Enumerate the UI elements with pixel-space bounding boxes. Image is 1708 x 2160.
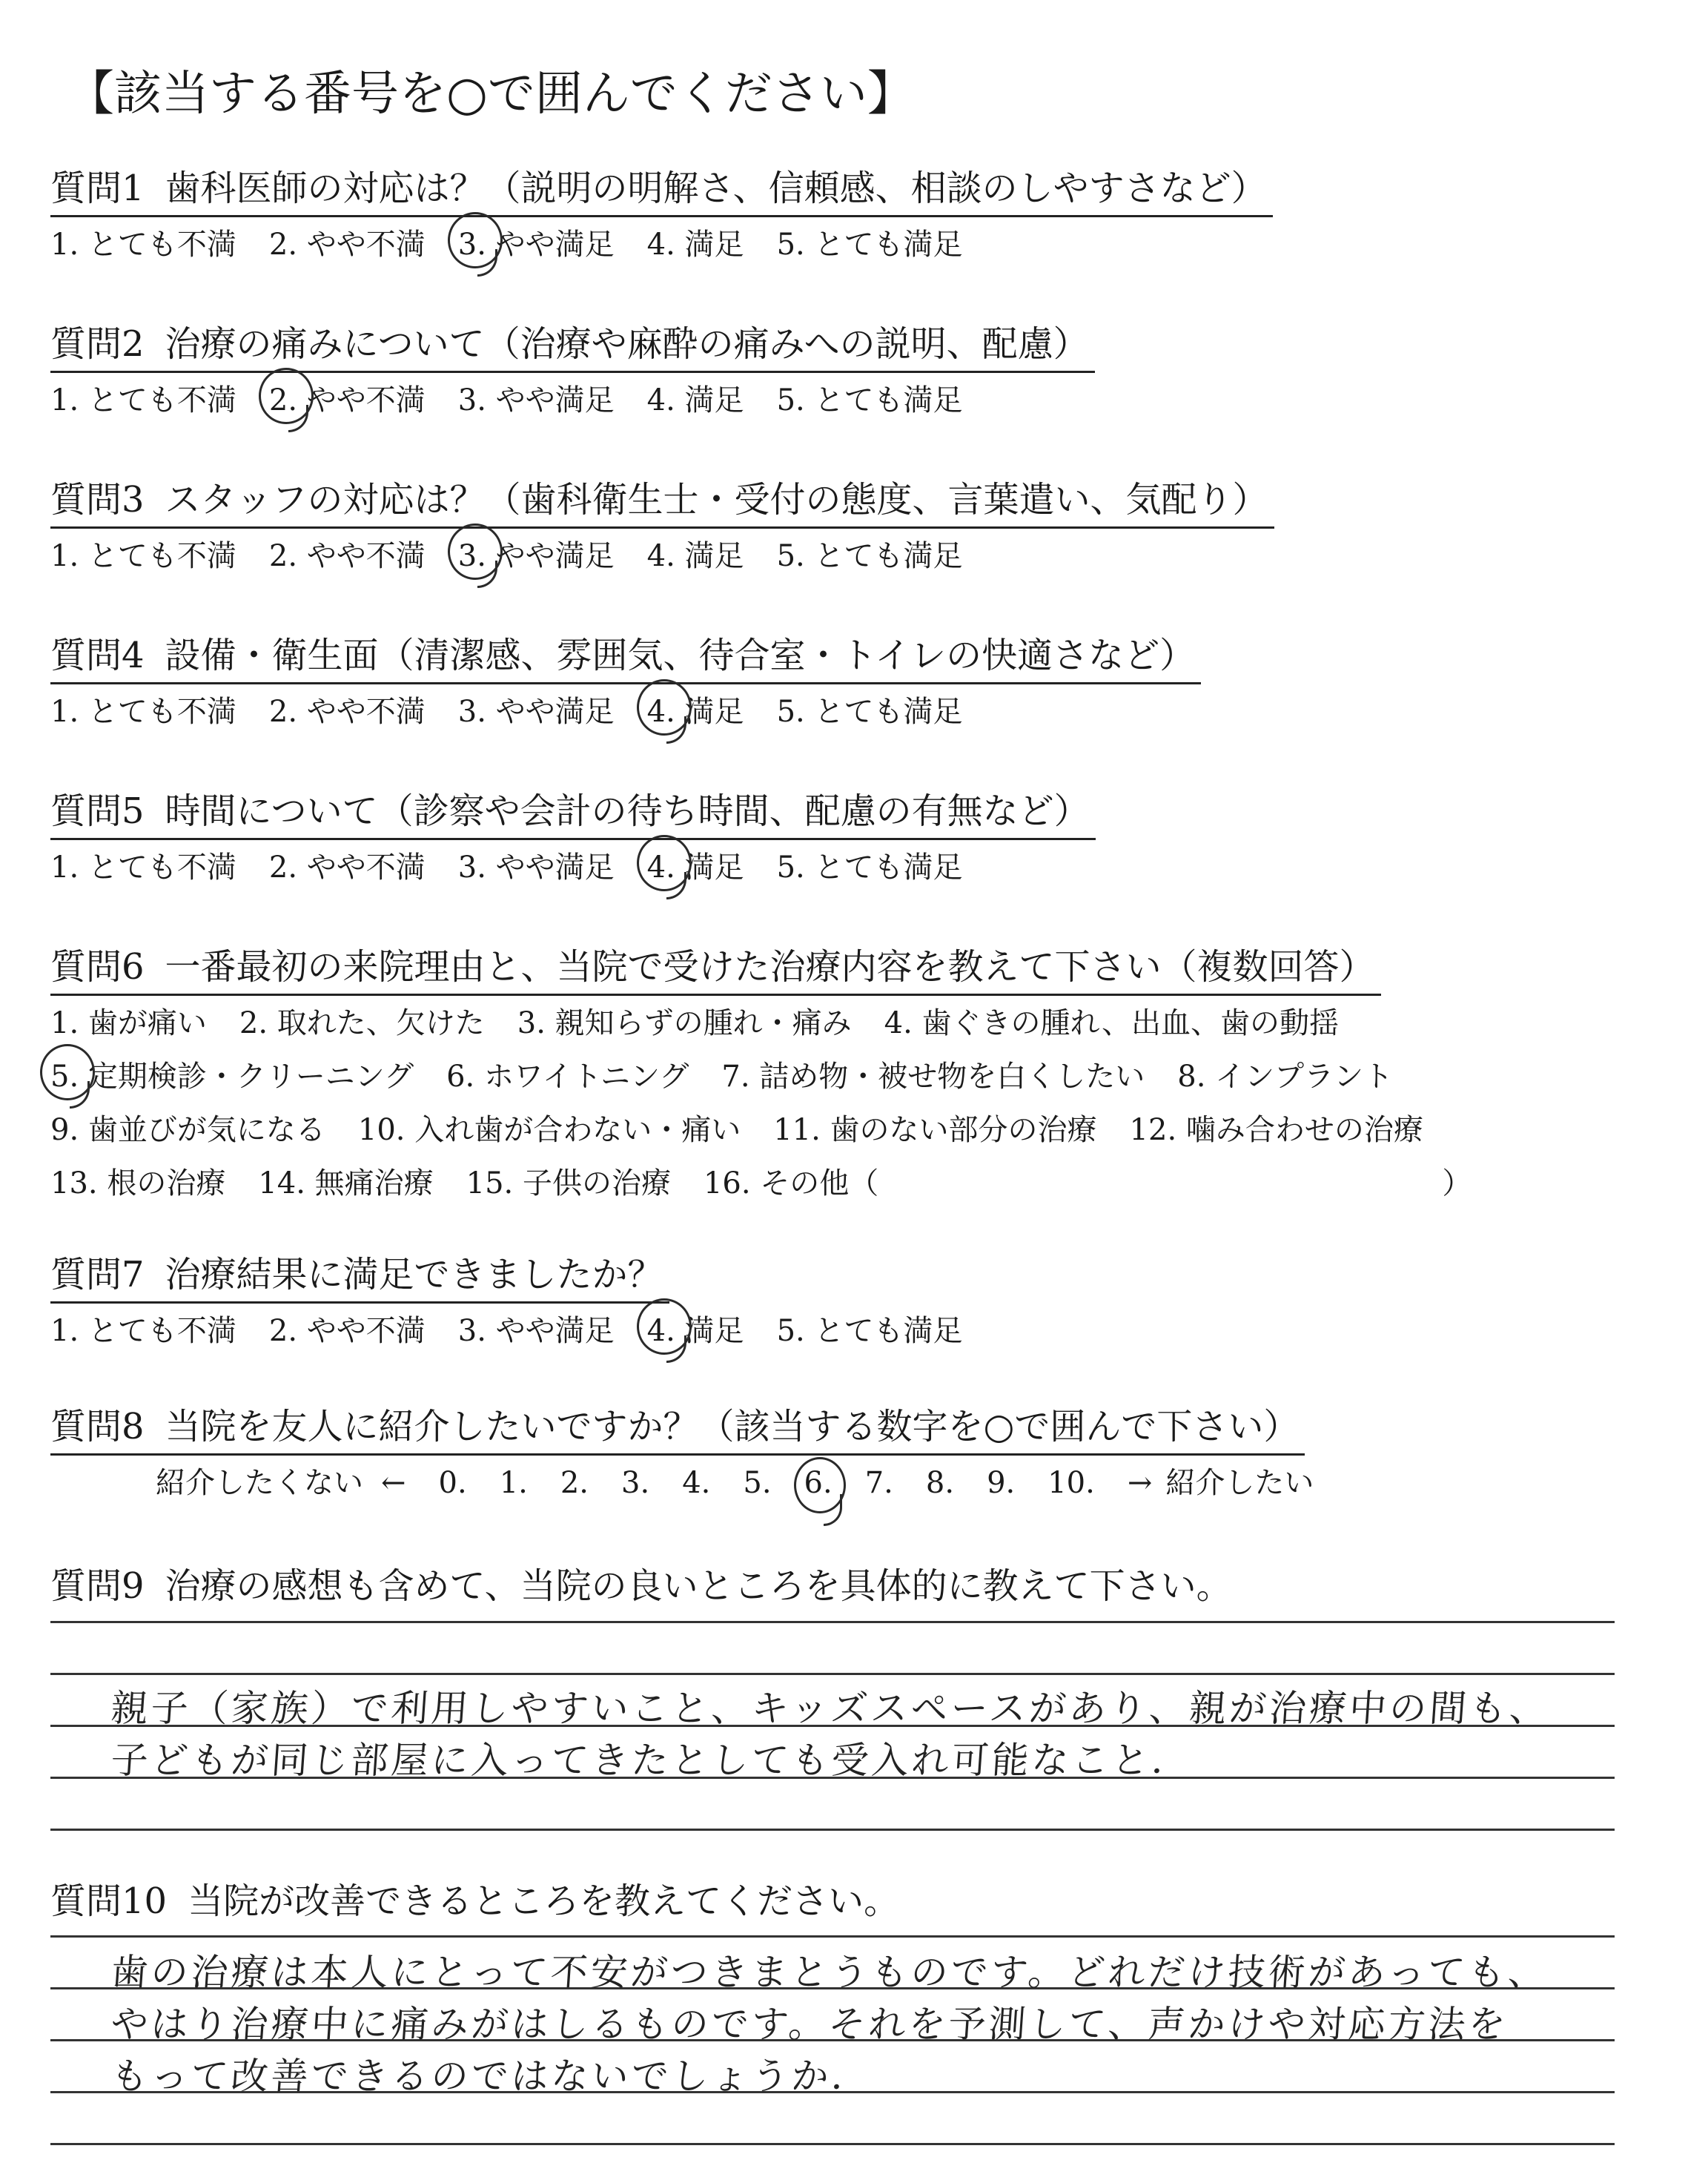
question-8-scale — [156, 1459, 1314, 1502]
question-9-number: 質問9 — [50, 1565, 145, 1607]
question-1-text: 歯科医師の対応は？（説明の明解さ、信頼感、相談のしやすさなど） — [165, 168, 1267, 209]
question-2-title — [50, 315, 1095, 373]
question-6-row-1 — [50, 1000, 1371, 1042]
q1-option-2[interactable]: 2. やや不満 — [268, 228, 426, 262]
answer-line — [50, 1673, 1615, 1675]
question-4-text: 設備・衛生面（清潔感、雰囲気、待合室・トイレの快適さなど） — [165, 635, 1196, 676]
question-7-number: 質問7 — [50, 1254, 145, 1295]
scale-number-7[interactable]: 7. — [864, 1466, 893, 1500]
q4-option-5[interactable]: 5. とても満足 — [776, 695, 963, 729]
q7-option-4-circled[interactable]: 4. 満足 — [647, 1307, 744, 1350]
question-1 — [50, 159, 1273, 217]
q6-option[interactable]: 3. 親知らずの腫れ・痛み — [517, 1006, 852, 1040]
q6-option[interactable]: 14. 無痛治療 — [258, 1166, 434, 1200]
question-5-number: 質問5 — [50, 790, 145, 832]
question-8 — [50, 1398, 1305, 1456]
question-10-text: 当院が改善できるところを教えてください。 — [188, 1880, 900, 1922]
scale-number-2[interactable]: 2. — [560, 1466, 589, 1500]
question-6 — [50, 938, 1381, 996]
question-10-number: 質問10 — [50, 1880, 168, 1922]
q4-option-4-circled[interactable]: 4. 満足 — [647, 688, 744, 730]
question-4-options — [50, 688, 995, 730]
question-6-row-2 — [50, 1053, 1426, 1095]
question-5 — [50, 782, 1096, 840]
q6-option[interactable]: 1. 歯が痛い — [50, 1006, 207, 1040]
q4-option-2[interactable]: 2. やや不満 — [268, 695, 426, 729]
q7-option-3[interactable]: 3. やや満足 — [457, 1314, 615, 1348]
question-3-title — [50, 471, 1274, 529]
q1-option-3-circled[interactable]: 3. やや満足 — [458, 221, 615, 263]
q4-option-3[interactable]: 3. やや満足 — [457, 695, 615, 729]
q5-option-1[interactable]: 1. とても不満 — [50, 851, 236, 885]
q6-option[interactable]: 16. その他（ — [703, 1166, 879, 1200]
q7-option-2[interactable]: 2. やや不満 — [268, 1314, 426, 1348]
page-title: 【該当する番号を○で囲んでください】 — [67, 67, 915, 122]
q2-option-2-circled[interactable]: 2. やや不満 — [269, 377, 426, 419]
q2-option-4[interactable]: 4. 満足 — [646, 383, 744, 417]
q5-option-3[interactable]: 3. やや満足 — [457, 851, 615, 885]
q6-option[interactable]: 12. 噛み合わせの治療 — [1129, 1113, 1423, 1147]
question-6-row-3 — [50, 1106, 1456, 1149]
scale-right-label: 紹介したい — [1165, 1466, 1314, 1500]
handwritten-answer-line: 歯の治療は本人にとって不安がつきまとうものです。どれだけ技術があっても、 — [109, 1951, 1550, 1994]
scale-right-arrow: → — [1127, 1466, 1153, 1500]
scale-number-0[interactable]: 0. — [438, 1466, 467, 1500]
question-10 — [50, 1872, 905, 1928]
question-1-title — [50, 159, 1273, 217]
scale-left-arrow: ← — [381, 1466, 406, 1500]
answer-line — [50, 1935, 1615, 1938]
scale-number-3[interactable]: 3. — [621, 1466, 650, 1500]
q3-option-4[interactable]: 4. 満足 — [646, 539, 744, 573]
question-5-text: 時間について（診察や会計の待ち時間、配慮の有無など） — [165, 790, 1090, 832]
q6-option[interactable]: 6. ホワイトニング — [446, 1060, 689, 1094]
question-3-text: スタッフの対応は？（歯科衛生士・受付の態度、言葉遣い、気配り） — [165, 479, 1268, 521]
question-4 — [50, 627, 1201, 684]
q5-option-5[interactable]: 5. とても満足 — [776, 851, 963, 885]
question-4-title — [50, 627, 1201, 684]
question-8-text: 当院を友人に紹介したいですか？（該当する数字を○で囲んで下さい） — [165, 1406, 1300, 1447]
q6-option[interactable]: 8. インプラント — [1177, 1060, 1394, 1094]
question-10-title — [50, 1872, 905, 1928]
handwritten-answer-line: 子どもが同じ部屋に入ってきたとしても受入れ可能なこと． — [109, 1739, 1194, 1782]
q6-option-circled[interactable]: 5. 定期検診・クリーニング — [50, 1053, 414, 1095]
question-5-title — [50, 782, 1096, 840]
q3-option-2[interactable]: 2. やや不満 — [268, 539, 426, 573]
question-6-text: 一番最初の来院理由と、当院で受けた治療内容を教えて下さい（複数回答） — [165, 946, 1375, 988]
q3-option-3-circled[interactable]: 3. やや満足 — [458, 532, 615, 575]
handwritten-answer-line: もって改善できるのではないでしょうか． — [109, 2055, 873, 2098]
question-6-title — [50, 938, 1381, 996]
q7-option-5[interactable]: 5. とても満足 — [776, 1314, 963, 1348]
scale-number-4[interactable]: 4. — [682, 1466, 711, 1500]
question-4-number: 質問4 — [50, 635, 145, 676]
question-9-title — [50, 1557, 1238, 1613]
q1-option-5[interactable]: 5. とても満足 — [776, 228, 963, 262]
q2-option-1[interactable]: 1. とても不満 — [50, 383, 236, 417]
question-8-title — [50, 1398, 1305, 1456]
q3-option-5[interactable]: 5. とても満足 — [776, 539, 963, 573]
q6-option[interactable]: 4. 歯ぐきの腫れ、出血、歯の動揺 — [884, 1006, 1339, 1040]
q7-option-1[interactable]: 1. とても不満 — [50, 1314, 236, 1348]
question-6-number: 質問6 — [50, 946, 145, 988]
question-2-number: 質問2 — [50, 323, 145, 365]
question-9-text: 治療の感想も含めて、当院の良いところを具体的に教えて下さい。 — [165, 1565, 1232, 1607]
q3-option-1[interactable]: 1. とても不満 — [50, 539, 236, 573]
scale-number-5[interactable]: 5. — [743, 1466, 772, 1500]
q6-option[interactable]: 7. 詰め物・被せ物を白くしたい — [721, 1060, 1145, 1094]
question-2 — [50, 315, 1095, 373]
question-9 — [50, 1557, 1238, 1613]
q2-option-3[interactable]: 3. やや満足 — [457, 383, 615, 417]
question-5-options — [50, 844, 995, 886]
question-3-number: 質問3 — [50, 479, 145, 521]
q4-option-1[interactable]: 1. とても不満 — [50, 695, 236, 729]
question-2-text: 治療の痛みについて（治療や麻酔の痛みへの説明、配慮） — [165, 323, 1089, 365]
question-8-number: 質問8 — [50, 1406, 145, 1447]
q6-option[interactable]: 11. 歯のない部分の治療 — [773, 1113, 1097, 1147]
q1-option-4[interactable]: 4. 満足 — [646, 228, 744, 262]
handwritten-answer-line: やはり治療中に痛みがはしるものです。それを予測して、声かけや対応方法を — [109, 2003, 1510, 2046]
q6-option[interactable]: 10. 入れ歯が合わない・痛い — [357, 1113, 741, 1147]
scale-number-1[interactable]: 1. — [499, 1466, 528, 1500]
question-1-number: 質問1 — [50, 168, 145, 209]
question-1-options — [50, 221, 995, 263]
scale-left-label: 紹介したくない — [156, 1466, 363, 1500]
scale-number-8[interactable]: 8. — [925, 1466, 955, 1500]
q6-option[interactable]: ） — [1442, 1166, 1472, 1200]
q1-option-1[interactable]: 1. とても不満 — [50, 228, 236, 262]
answer-line — [50, 1829, 1615, 1831]
q6-option[interactable]: 9. 歯並びが気になる — [50, 1113, 325, 1147]
q5-option-2[interactable]: 2. やや不満 — [268, 851, 426, 885]
question-7-title — [50, 1246, 669, 1304]
q6-option[interactable]: 15. 子供の治療 — [466, 1166, 671, 1200]
answer-line — [50, 2143, 1615, 2145]
q6-option[interactable]: 2. 取れた、欠けた — [239, 1006, 485, 1040]
scale-number-6-circled[interactable]: 6. — [804, 1466, 833, 1500]
question-3-options — [50, 532, 995, 575]
question-7 — [50, 1246, 669, 1304]
answer-line — [50, 1621, 1615, 1623]
q6-option[interactable]: 13. 根の治療 — [50, 1166, 226, 1200]
question-6-row-4 — [50, 1160, 1504, 1202]
question-2-options — [50, 377, 995, 419]
question-7-options — [50, 1307, 995, 1350]
scale-number-10[interactable]: 10. — [1047, 1466, 1095, 1500]
question-7-text: 治療結果に満足できましたか？ — [165, 1254, 663, 1295]
question-3 — [50, 471, 1274, 529]
q2-option-5[interactable]: 5. とても満足 — [776, 383, 963, 417]
scale-number-9[interactable]: 9. — [987, 1466, 1016, 1500]
q5-option-4-circled[interactable]: 4. 満足 — [647, 844, 744, 886]
handwritten-answer-line: 親子（家族）で利用しやすいこと、キッズスペースがあり、親が治療中の間も、 — [109, 1687, 1552, 1730]
